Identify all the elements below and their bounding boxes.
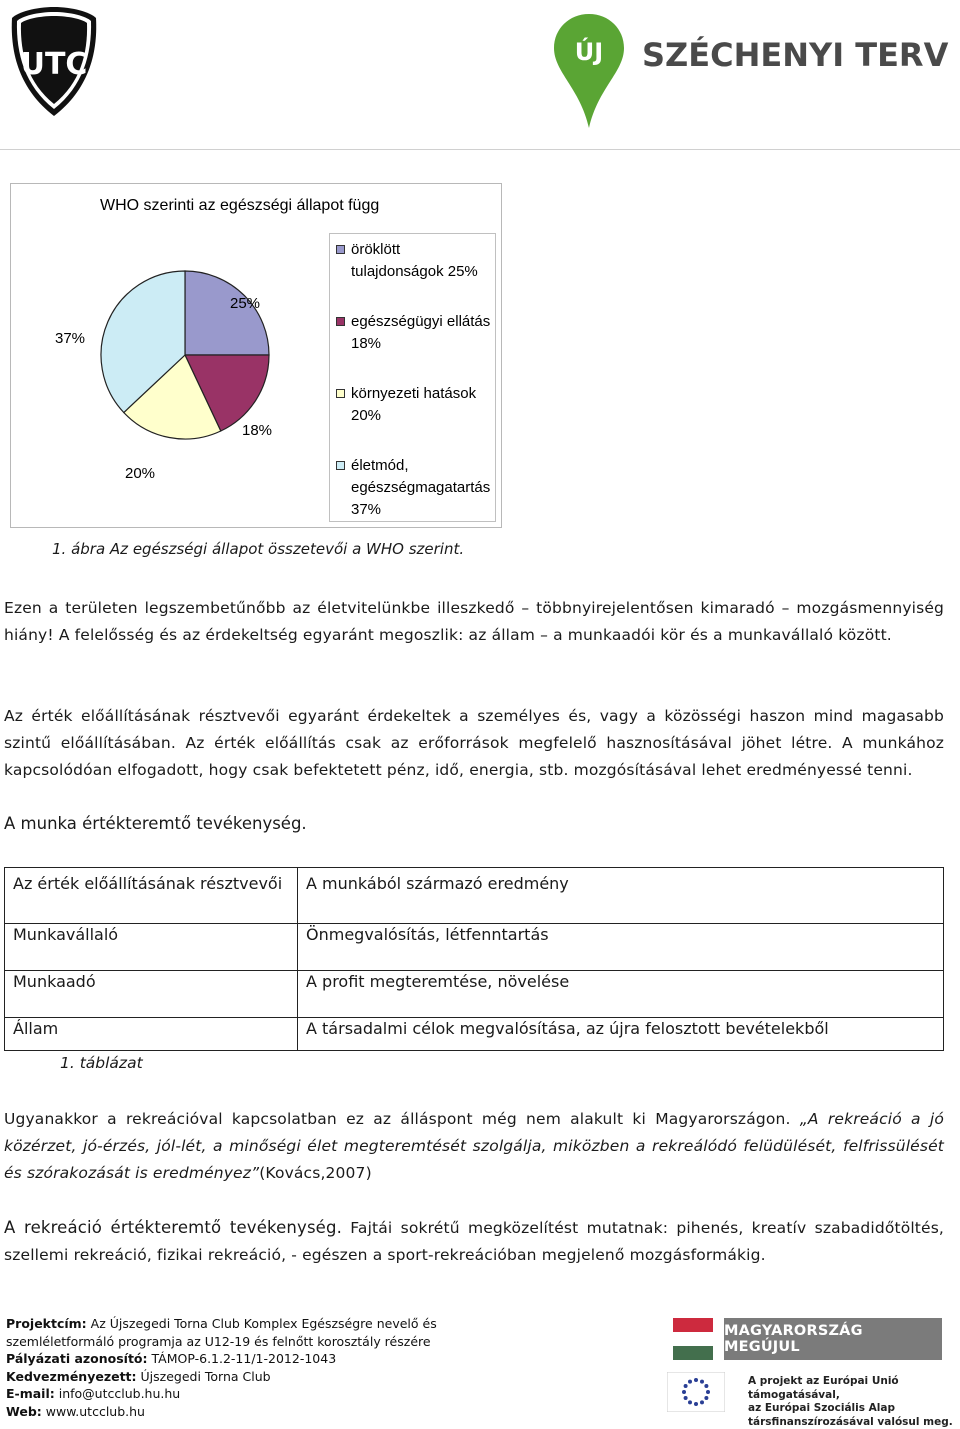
table-cell: Állam <box>5 1018 298 1051</box>
chart-legend <box>329 233 496 522</box>
legend-swatch <box>336 245 345 254</box>
inline-heading: A rekreáció értékteremtő tevékenység. <box>4 1218 343 1237</box>
hungarian-flag-icon <box>673 1318 713 1360</box>
pie-slice <box>185 271 269 355</box>
svg-text:SZÉCHENYI TERV: SZÉCHENYI TERV <box>642 36 949 74</box>
legend-swatch <box>336 461 345 470</box>
paragraph <box>4 1214 944 1269</box>
pie-label-hereditary: 25% <box>230 295 261 312</box>
eu-flag-icon <box>667 1372 725 1412</box>
footer-id: Pályázati azonosító: TÁMOP-6.1.2-11/1-2012-1043 <box>6 1351 337 1366</box>
table-cell: Önmegvalósítás, létfenntartás <box>298 924 944 971</box>
table-cell: A társadalmi célok megvalósítása, az újra felosztott bevételekből <box>298 1018 944 1051</box>
table-caption: 1. táblázat <box>60 1054 143 1072</box>
legend-swatch <box>336 317 345 326</box>
pie-label-environment: 20% <box>125 465 156 482</box>
legend-swatch <box>336 389 345 398</box>
table-cell: Munkavállaló <box>5 924 298 971</box>
pie-label-lifestyle: 37% <box>55 330 86 347</box>
paragraph: Ezen a területen legszembetűnőbb az életvitelünkbe illeszkedő – többnyirejelentősen kimaradó – mozgásmennyiség hiány! A felelősség és az érdekeltség egyaránt megoszlik: az állam – a munkaadói kör és a munkavállaló között. <box>4 599 944 644</box>
table-row <box>5 971 944 1018</box>
quote: „A rekreáció a jó közérzet, jó-érzés, jól-lét, a minőségi élet megteremtését szolgálja, miközben a rekreálódó felüdülését, felfrissülését és szórakozását is eredményez” <box>4 1110 944 1182</box>
table-row <box>5 924 944 971</box>
footer-beneficiary: Kedvezményezett: Újszegedi Torna Club <box>6 1368 271 1384</box>
section-heading: A munka értékteremtő tevékenység. <box>4 814 307 833</box>
figure-caption: 1. ábra Az egészségi állapot összetevői a WHO szerint. <box>52 540 465 558</box>
utc-logo <box>6 4 102 120</box>
paragraph-text: Fajtái sokrétű megközelítést mutatnak: pihenés, kreatív szabadidőtöltés, szellemi rekreáció, fizikai rekreáció, - egészen a sport-rekreációban megjelenő mozgásformákig. <box>4 1219 944 1264</box>
legend-item: öröklött tulajdonságok 25% <box>336 239 494 283</box>
paragraph-lead: Ugyanakkor a rekreációval kapcsolatban ez az álláspont még nem alakult ki Magyarországon. <box>4 1110 800 1128</box>
citation: (Kovács,2007) <box>259 1164 372 1182</box>
magyarorszag-megujul-banner: MAGYARORSZÁG MEGÚJUL <box>724 1318 942 1360</box>
table-header-cell: A munkából származó eredmény <box>298 868 944 924</box>
paragraph: Az érték előállításának résztvevői egyaránt érdekeltek a személyes és, vagy a közösségi haszon mind magasabb szintű előállításában. Az érték előállítás csak az erőforrások megfelelő hasznosításával jöhet létre. A munkához kapcsolódóan elfogadott, hogy csak befektetett pénz, idő, energia, stb. mozgósításával lehet eredményessé tenni. <box>4 707 944 779</box>
eu-support-text: A projekt az Európai Unió támogatásával, az Európai Szociális Alap társfinanszírozásával valósul meg. <box>748 1375 953 1428</box>
table-cell: A profit megteremtése, növelése <box>298 971 944 1018</box>
results-table <box>4 867 944 1051</box>
table-cell: Munkaadó <box>5 971 298 1018</box>
table-row <box>5 1018 944 1051</box>
szechenyi-terv-logo <box>552 10 952 130</box>
table-header-row <box>5 868 944 924</box>
footer-project: Projektcím: Az Újszegedi Torna Club Komplex Egészségre nevelő és szemléletformáló programja az U12-19 és felnőtt korosztály részére <box>6 1316 437 1349</box>
legend-item: környezeti hatások 20% <box>336 383 494 427</box>
header-divider <box>0 149 960 150</box>
legend-item: életmód, egészségmagatartás 37% <box>336 455 494 521</box>
svg-text:UTC: UTC <box>20 47 88 82</box>
footer-email: E-mail: info@utcclub.hu.hu <box>6 1386 181 1401</box>
table-header-cell: Az érték előállításának résztvevői <box>5 868 298 924</box>
chart-title: WHO szerinti az egészségi állapot függ <box>100 197 380 214</box>
footer-web: Web: www.utcclub.hu <box>6 1403 145 1419</box>
paragraph <box>4 1106 944 1187</box>
legend-item: egészségügyi ellátás 18% <box>336 311 494 355</box>
pie-label-healthcare: 18% <box>242 422 273 439</box>
svg-text:ÚJ: ÚJ <box>574 38 604 66</box>
footer-info <box>6 1315 526 1420</box>
